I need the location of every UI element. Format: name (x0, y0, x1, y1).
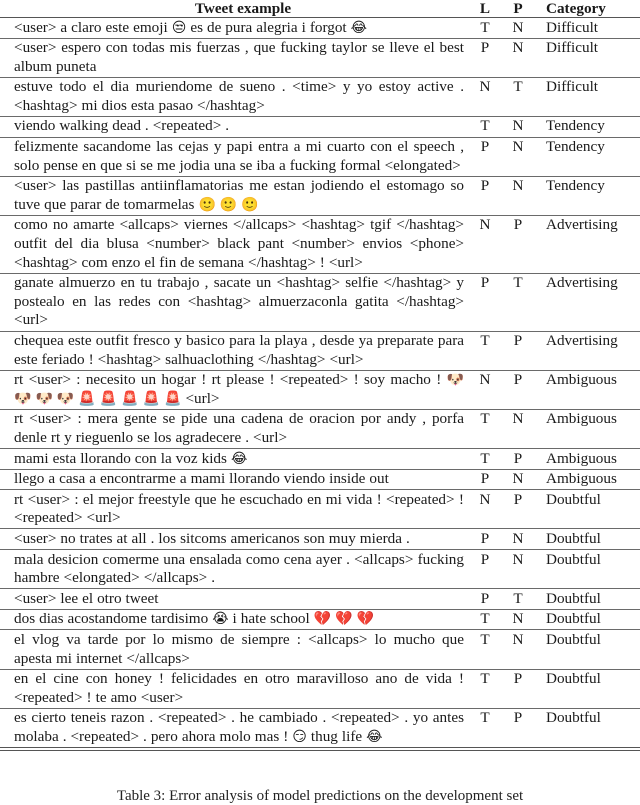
tweet-text-cell: el vlog va tarde por lo mismo de siempre : <allcaps> lo mucho que apesta mi internet </allcaps> (0, 630, 472, 669)
table-row (0, 38, 640, 77)
category-cell: Tendency (538, 176, 640, 215)
tweet-text-cell: estuve todo el dia muriendome de sueno . <time> y yo estoy active . <hashtag> mi dios esta pasao </hashtag> (0, 77, 472, 116)
emoji-icon: 🚨 (142, 390, 161, 407)
prediction-cell: P (498, 669, 538, 708)
prediction-cell: P (498, 449, 538, 470)
category-cell: Difficult (538, 77, 640, 116)
tweet-text-cell: mami esta llorando con la voz kids 😂 (0, 449, 472, 470)
prediction-cell: N (498, 137, 538, 176)
tweet-text-cell: ganate almuerzo en tu trabajo , sacate un <hashtag> selfie </hashtag> y postealo en las redes con <hashtag> almuerzaconla gatita </hashtag> <url> (0, 273, 472, 331)
tweet-text-cell: dos dias acostandome tardisimo 😭 i hate school 💔 💔 💔 (0, 609, 472, 630)
tweet-text-cell: es cierto teneis razon . <repeated> . he cambiado . <repeated> . yo antes molaba . <repeated> . pero ahora molo mas ! 😏 thug life 😂 (0, 708, 472, 749)
label-cell: P (472, 550, 498, 589)
prediction-cell: N (498, 609, 538, 630)
tweet-text-cell: mala desicion comerme una ensalada como cena ayer . <allcaps> fucking hambre <elongated> </allcaps> . (0, 550, 472, 589)
prediction-cell: N (498, 116, 538, 137)
tweet-text-cell: <user> a claro este emoji 😒 es de pura alegria i forgot 😂 (0, 18, 472, 39)
emoji-icon: 🚨 (121, 390, 139, 407)
category-cell: Tendency (538, 116, 640, 137)
category-cell: Doubtful (538, 630, 640, 669)
tweet-text-cell: llego a casa a encontrarme a mami llorando viendo inside out (0, 469, 472, 490)
emoji-icon: 🙂 (198, 196, 216, 213)
category-cell: Doubtful (538, 609, 640, 630)
prediction-cell: T (498, 589, 538, 610)
emoji-icon: 🙂 (219, 196, 238, 213)
category-cell: Advertising (538, 215, 640, 273)
emoji-icon: 😭 (212, 611, 229, 628)
emoji-icon: 😂 (350, 19, 368, 36)
prediction-cell: N (498, 18, 538, 39)
emoji-icon: 🚨 (99, 390, 118, 407)
prediction-cell: P (498, 331, 538, 370)
category-cell: Doubtful (538, 550, 640, 589)
category-cell: Doubtful (538, 529, 640, 550)
table-caption: Table 3: Error analysis of model predictions on the development set (116, 788, 524, 804)
table-row (0, 609, 640, 630)
prediction-cell: N (498, 529, 538, 550)
table-row (0, 630, 640, 669)
prediction-cell: N (498, 550, 538, 589)
category-cell: Ambiguous (538, 469, 640, 490)
prediction-cell: N (498, 409, 538, 448)
emoji-icon: 🚨 (78, 390, 96, 407)
prediction-cell: P (498, 215, 538, 273)
emoji-icon: 🐶 (56, 390, 75, 407)
table-row (0, 409, 640, 448)
tweet-text-cell: <user> no trates at all . los sitcoms americanos son muy mierda . (0, 529, 472, 550)
table-row (0, 469, 640, 490)
prediction-cell: N (498, 630, 538, 669)
table-row (0, 176, 640, 215)
tweet-text-cell: como no amarte <allcaps> viernes </allcaps> <hashtag> tgif </hashtag> outfit del dia blusa <number> black pant <number> envios <phone> <hashtag> com enzo el fin de semana </hashtag> ! <url> (0, 215, 472, 273)
prediction-cell: T (498, 273, 538, 331)
category-cell: Tendency (538, 137, 640, 176)
category-cell: Difficult (538, 18, 640, 39)
category-cell: Doubtful (538, 708, 640, 749)
label-cell: T (472, 409, 498, 448)
category-cell: Ambiguous (538, 449, 640, 470)
prediction-cell: P (498, 490, 538, 529)
label-cell: P (472, 38, 498, 77)
emoji-icon: 🐶 (35, 390, 53, 407)
label-cell: N (472, 77, 498, 116)
tweet-text-cell: rt <user> : mera gente se pide una cadena de oracion por andy , porfa denle rt y rieguenlo se los agradecere . <url> (0, 409, 472, 448)
prediction-cell: P (498, 370, 538, 409)
emoji-icon: 😂 (366, 728, 383, 745)
table-row (0, 215, 640, 273)
prediction-cell: N (498, 176, 538, 215)
label-cell: T (472, 708, 498, 749)
tweet-text-cell: rt <user> : el mejor freestyle que he escuchado en mi vida ! <repeated> ! <repeated> <url> (0, 490, 472, 529)
emoji-icon: 😏 (292, 728, 307, 745)
category-cell: Doubtful (538, 669, 640, 708)
tweet-text-cell: rt <user> : necesito un hogar ! rt please ! <repeated> ! soy macho ! 🐶 🐶 🐶 🐶 🚨 🚨 🚨 🚨 🚨 <url> (0, 370, 472, 409)
table-row (0, 77, 640, 116)
tweet-text-cell: viendo walking dead . <repeated> . (0, 116, 472, 137)
label-cell: T (472, 669, 498, 708)
label-cell: P (472, 137, 498, 176)
label-cell: P (472, 469, 498, 490)
emoji-icon: 🙂 (241, 196, 259, 213)
label-cell: P (472, 529, 498, 550)
table-row (0, 708, 640, 749)
tweet-text-cell: <user> espero con todas mis fuerzas , que fucking taylor se lleve el best album puneta (0, 38, 472, 77)
table-body (0, 18, 640, 749)
label-cell: T (472, 18, 498, 39)
table-row (0, 116, 640, 137)
tweet-text-cell: chequea este outfit fresco y basico para la playa , desde ya preparate para este feriado ! <hashtag> salhuaclothing </hashtag> <url> (0, 331, 472, 370)
label-cell: N (472, 490, 498, 529)
prediction-cell: P (498, 708, 538, 749)
category-cell: Advertising (538, 331, 640, 370)
table-row (0, 550, 640, 589)
table-row (0, 529, 640, 550)
tweet-text-cell: felizmente sacandome las cejas y papi entra a mi cuarto con el speech , solo pense en que si se me jodia una se iba a fucking formal <elongated> (0, 137, 472, 176)
label-cell: T (472, 449, 498, 470)
emoji-icon: 💔 (335, 611, 353, 628)
table-row (0, 137, 640, 176)
header-tweet-example: Tweet example (0, 0, 472, 18)
category-cell: Advertising (538, 273, 640, 331)
table-row (0, 370, 640, 409)
category-cell: Doubtful (538, 490, 640, 529)
emoji-icon: 😂 (230, 450, 248, 467)
emoji-icon: 💔 (356, 611, 375, 628)
tweet-text-cell: en el cine con honey ! felicidades en otro maravilloso ano de vida ! <repeated> ! te amo <user> (0, 669, 472, 708)
header-prediction: P (498, 0, 538, 18)
table-header-row (0, 0, 640, 18)
emoji-icon: 💔 (313, 611, 332, 628)
category-cell: Doubtful (538, 589, 640, 610)
header-label: L (472, 0, 498, 18)
table-row (0, 331, 640, 370)
table-row (0, 490, 640, 529)
category-cell: Ambiguous (538, 370, 640, 409)
label-cell: T (472, 609, 498, 630)
emoji-icon: 🐶 (446, 372, 464, 389)
label-cell: T (472, 331, 498, 370)
label-cell: N (472, 370, 498, 409)
emoji-icon: 🐶 (14, 390, 32, 407)
table-row (0, 18, 640, 39)
emoji-icon: 🚨 (164, 390, 182, 407)
tweet-text-cell: <user> las pastillas antiinflamatorias me estan jodiendo el estomago so tuve que parar de tomarmelas 🙂 🙂 🙂 (0, 176, 472, 215)
table-row (0, 449, 640, 470)
table-row (0, 669, 640, 708)
prediction-cell: T (498, 77, 538, 116)
label-cell: T (472, 116, 498, 137)
prediction-cell: N (498, 38, 538, 77)
category-cell: Difficult (538, 38, 640, 77)
label-cell: N (472, 215, 498, 273)
table-row (0, 273, 640, 331)
label-cell: T (472, 630, 498, 669)
header-category: Category (538, 0, 640, 18)
table-row (0, 589, 640, 610)
prediction-cell: N (498, 469, 538, 490)
emoji-icon: 😒 (171, 19, 187, 36)
category-cell: Ambiguous (538, 409, 640, 448)
label-cell: P (472, 176, 498, 215)
label-cell: P (472, 273, 498, 331)
tweet-text-cell: <user> lee el otro tweet (0, 589, 472, 610)
label-cell: P (472, 589, 498, 610)
